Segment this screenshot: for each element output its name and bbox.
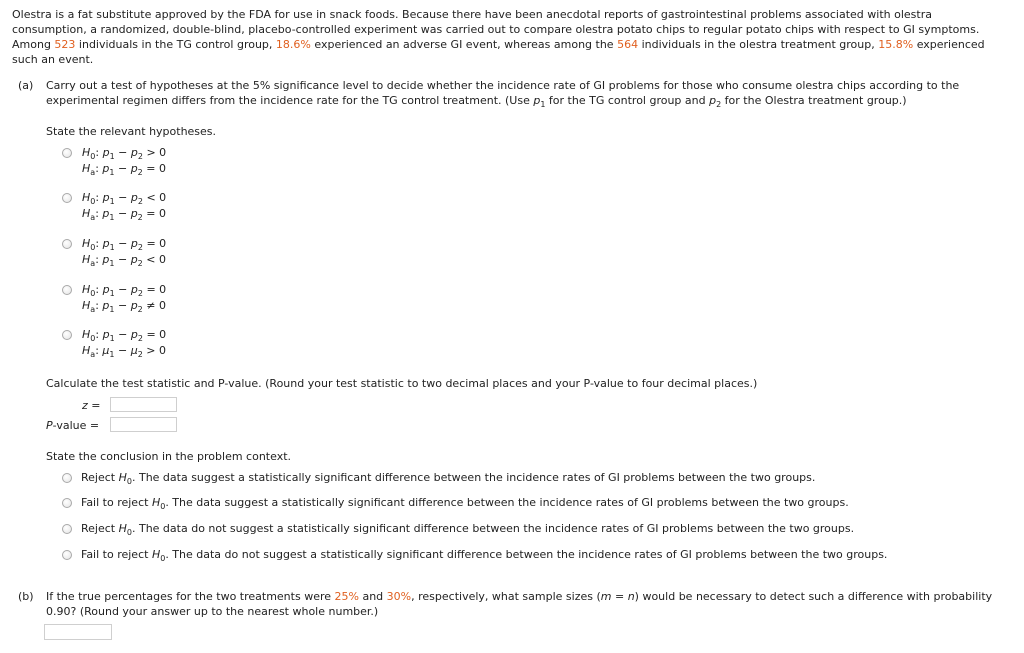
pct-2: 30% bbox=[386, 590, 412, 603]
n-olestra: 564 bbox=[617, 38, 639, 51]
hypothesis-ha-5: $H_a$: $\mu_1 - \mu_2 > 0$ bbox=[82, 344, 167, 359]
calc-prompt: Calculate the test statistic and P-value. (Round your test statistic to two decimal places and your P-value to four decimal places.) bbox=[46, 377, 758, 390]
hypothesis-ha-4: $H_a$: $p_1 - p_2 \ne 0$ bbox=[82, 299, 166, 314]
sample-size-input[interactable] bbox=[44, 624, 112, 640]
conclusion-radio-3[interactable] bbox=[62, 524, 72, 534]
hypothesis-radio-4[interactable] bbox=[62, 285, 72, 295]
conclusion-radio-1[interactable] bbox=[62, 473, 72, 483]
hypothesis-ha-2: $H_a$: $p_1 - p_2 = 0$ bbox=[82, 207, 166, 222]
z-label: z = bbox=[82, 399, 101, 412]
hypothesis-h0-5: $H_0$: $p_1 - p_2 = 0$ bbox=[82, 328, 167, 343]
conclusion-option-1: Reject $H_0$. The data suggest a statistically significant difference between the incidence rates of GI problems between the two groups. bbox=[81, 471, 816, 486]
pct-1: 25% bbox=[334, 590, 359, 603]
hypothesis-radio-1[interactable] bbox=[62, 148, 72, 158]
intro-line-1: Olestra is a fat substitute approved by the FDA for use in snack foods. Because there have been anecdotal reports of gastrointestinal problems associated with olestra bbox=[12, 8, 932, 21]
conclusion-prompt: State the conclusion in the problem context. bbox=[46, 450, 292, 463]
conclusion-radio-4[interactable] bbox=[62, 550, 72, 560]
hypothesis-h0-4: $H_0$: $p_1 - p_2 = 0$ bbox=[82, 283, 167, 298]
hypothesis-h0-1: $H_0$: $p_1 - p_2 > 0$ bbox=[82, 146, 167, 161]
n-tg: 523 bbox=[54, 38, 76, 51]
pct-olestra: 15.8% bbox=[878, 38, 914, 51]
part-a-line-1: Carry out a test of hypotheses at the 5% significance level to decide whether the incidence rate of GI problems for those who consume olestra chips according to the bbox=[46, 79, 960, 92]
hypothesis-radio-5[interactable] bbox=[62, 330, 72, 340]
intro-line-3: Among 523 individuals in the TG control group, 18.6% experienced an adverse GI event, whereas among the 564 individuals in the olestra treatment group, 15.8% experienced bbox=[12, 38, 985, 51]
hypotheses-prompt: State the relevant hypotheses. bbox=[46, 125, 217, 138]
z-input[interactable] bbox=[110, 397, 177, 412]
hypothesis-ha-3: $H_a$: $p_1 - p_2 < 0$ bbox=[82, 253, 166, 268]
hypothesis-radio-2[interactable] bbox=[62, 193, 72, 203]
hypothesis-h0-3: $H_0$: $p_1 - p_2 = 0$ bbox=[82, 237, 167, 252]
part-a-line-2: experimental regimen differs from the incidence rate for the TG control treatment. (Use $p_1$ for the TG control group and $p_2$ for the Olestra treatment group.) bbox=[46, 94, 907, 109]
pct-tg: 18.6% bbox=[275, 38, 311, 51]
p-value-input[interactable] bbox=[110, 417, 177, 432]
part-a-label: (a) bbox=[18, 79, 34, 92]
p-value-label: P-value = bbox=[46, 419, 100, 432]
conclusion-option-3: Reject $H_0$. The data do not suggest a statistically significant difference between the incidence rates of GI problems between the two groups. bbox=[81, 522, 855, 537]
hypothesis-radio-3[interactable] bbox=[62, 239, 72, 249]
part-b-label: (b) bbox=[18, 590, 34, 603]
intro-line-2: consumption, a randomized, double-blind, placebo-controlled experiment was carried out to compare olestra potato chips to regular potato chips with respect to GI symptoms. bbox=[12, 23, 980, 36]
conclusion-option-2: Fail to reject $H_0$. The data suggest a statistically significant difference between the incidence rates of GI problems between the two groups. bbox=[81, 496, 849, 511]
part-b-line-1: If the true percentages for the two treatments were 25% and 30%, respectively, what sample sizes (m = n) would be necessary to detect such a difference with probability bbox=[46, 590, 993, 603]
conclusion-radio-2[interactable] bbox=[62, 498, 72, 508]
hypothesis-ha-1: $H_a$: $p_1 - p_2 = 0$ bbox=[82, 162, 166, 177]
intro-line-4: such an event. bbox=[12, 53, 94, 66]
conclusion-option-4: Fail to reject $H_0$. The data do not suggest a statistically significant difference between the incidence rates of GI problems between the two groups. bbox=[81, 548, 888, 563]
part-b-line-2: 0.90? (Round your answer up to the nearest whole number.) bbox=[46, 605, 379, 618]
hypothesis-h0-2: $H_0$: $p_1 - p_2 < 0$ bbox=[82, 191, 167, 206]
